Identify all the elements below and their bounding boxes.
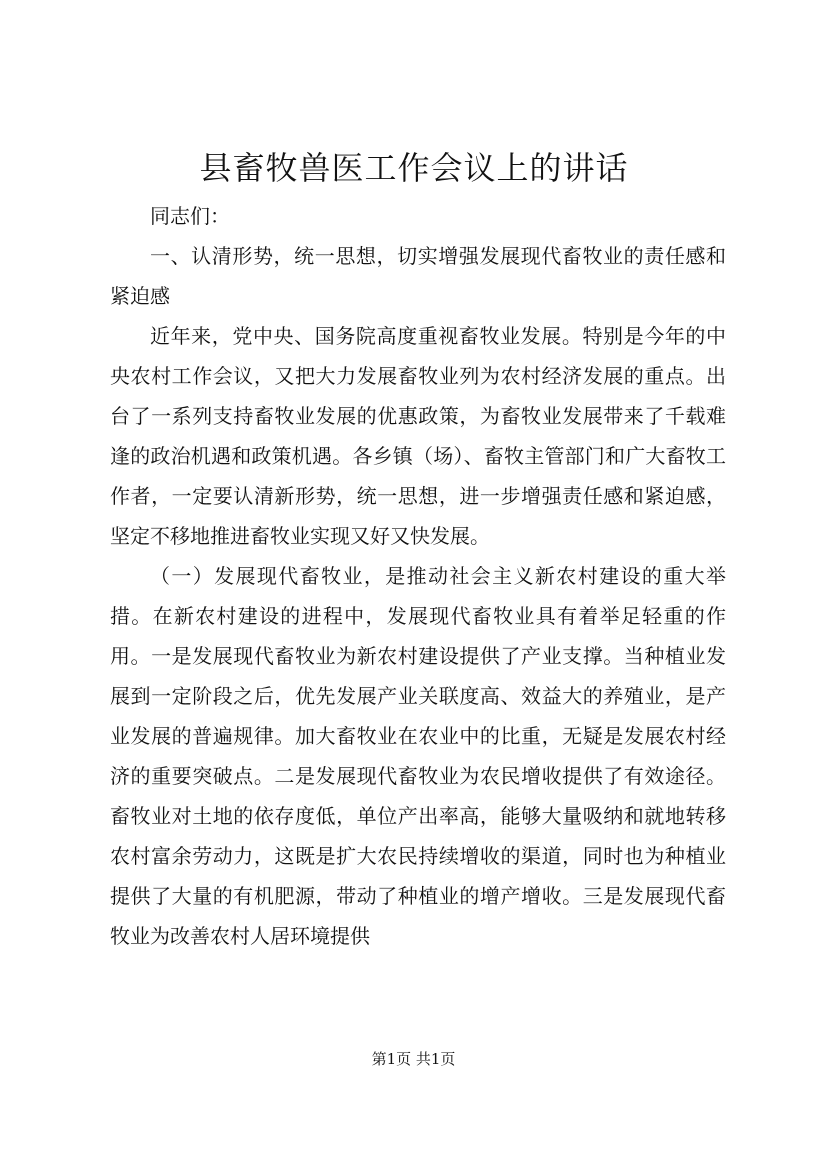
section-heading: 一、认清形势，统一思想，切实增强发展现代畜牧业的责任感和紧迫感 [110, 244, 726, 308]
page-footer: 第1页 共1页 [371, 1050, 456, 1068]
paragraph: （一）发展现代畜牧业，是推动社会主义新农村建设的重大举措。在新农村建设的进程中，发展现代畜牧业具有着举足轻重的作用。一是发展现代畜牧业为新农村建设提供了产业支撑。当种植业发展到一定阶段之后，优先发展产业关联度高、效益大的养殖业，是产业发展的普遍规律。加大畜牧业在农业中的比重，无疑是发展农村经济的重要突破点。二是发展现代畜牧业为农民增收提供了有效途径。畜牧业对土地的依存度低，单位产出率高，能够大量吸纳和就地转移农村富余劳动力，这既是扩大农民持续增收的渠道，同时也为种植业提供了大量的有机肥源，带动了种植业的增产增收。三是发展现代畜牧业为改善农村人居环境提供 [110, 564, 726, 948]
document-title: 县畜牧兽医工作会议上的讲话 [199, 149, 629, 187]
greeting: 同志们： [150, 204, 230, 228]
paragraph: 近年来，党中央、国务院高度重视畜牧业发展。特别是今年的中央农村工作会议，又把大力发展畜牧业列为农村经济发展的重点。出台了一系列支持畜牧业发展的优惠政策，为畜牧业发展带来了千载难逢的政治机遇和政策机遇。各乡镇（场）、畜牧主管部门和广大畜牧工作者，一定要认清新形势，统一思想，进一步增强责任感和紧迫感，坚定不移地推进畜牧业实现又好又快发展。 [110, 324, 726, 548]
document-body [110, 196, 726, 956]
